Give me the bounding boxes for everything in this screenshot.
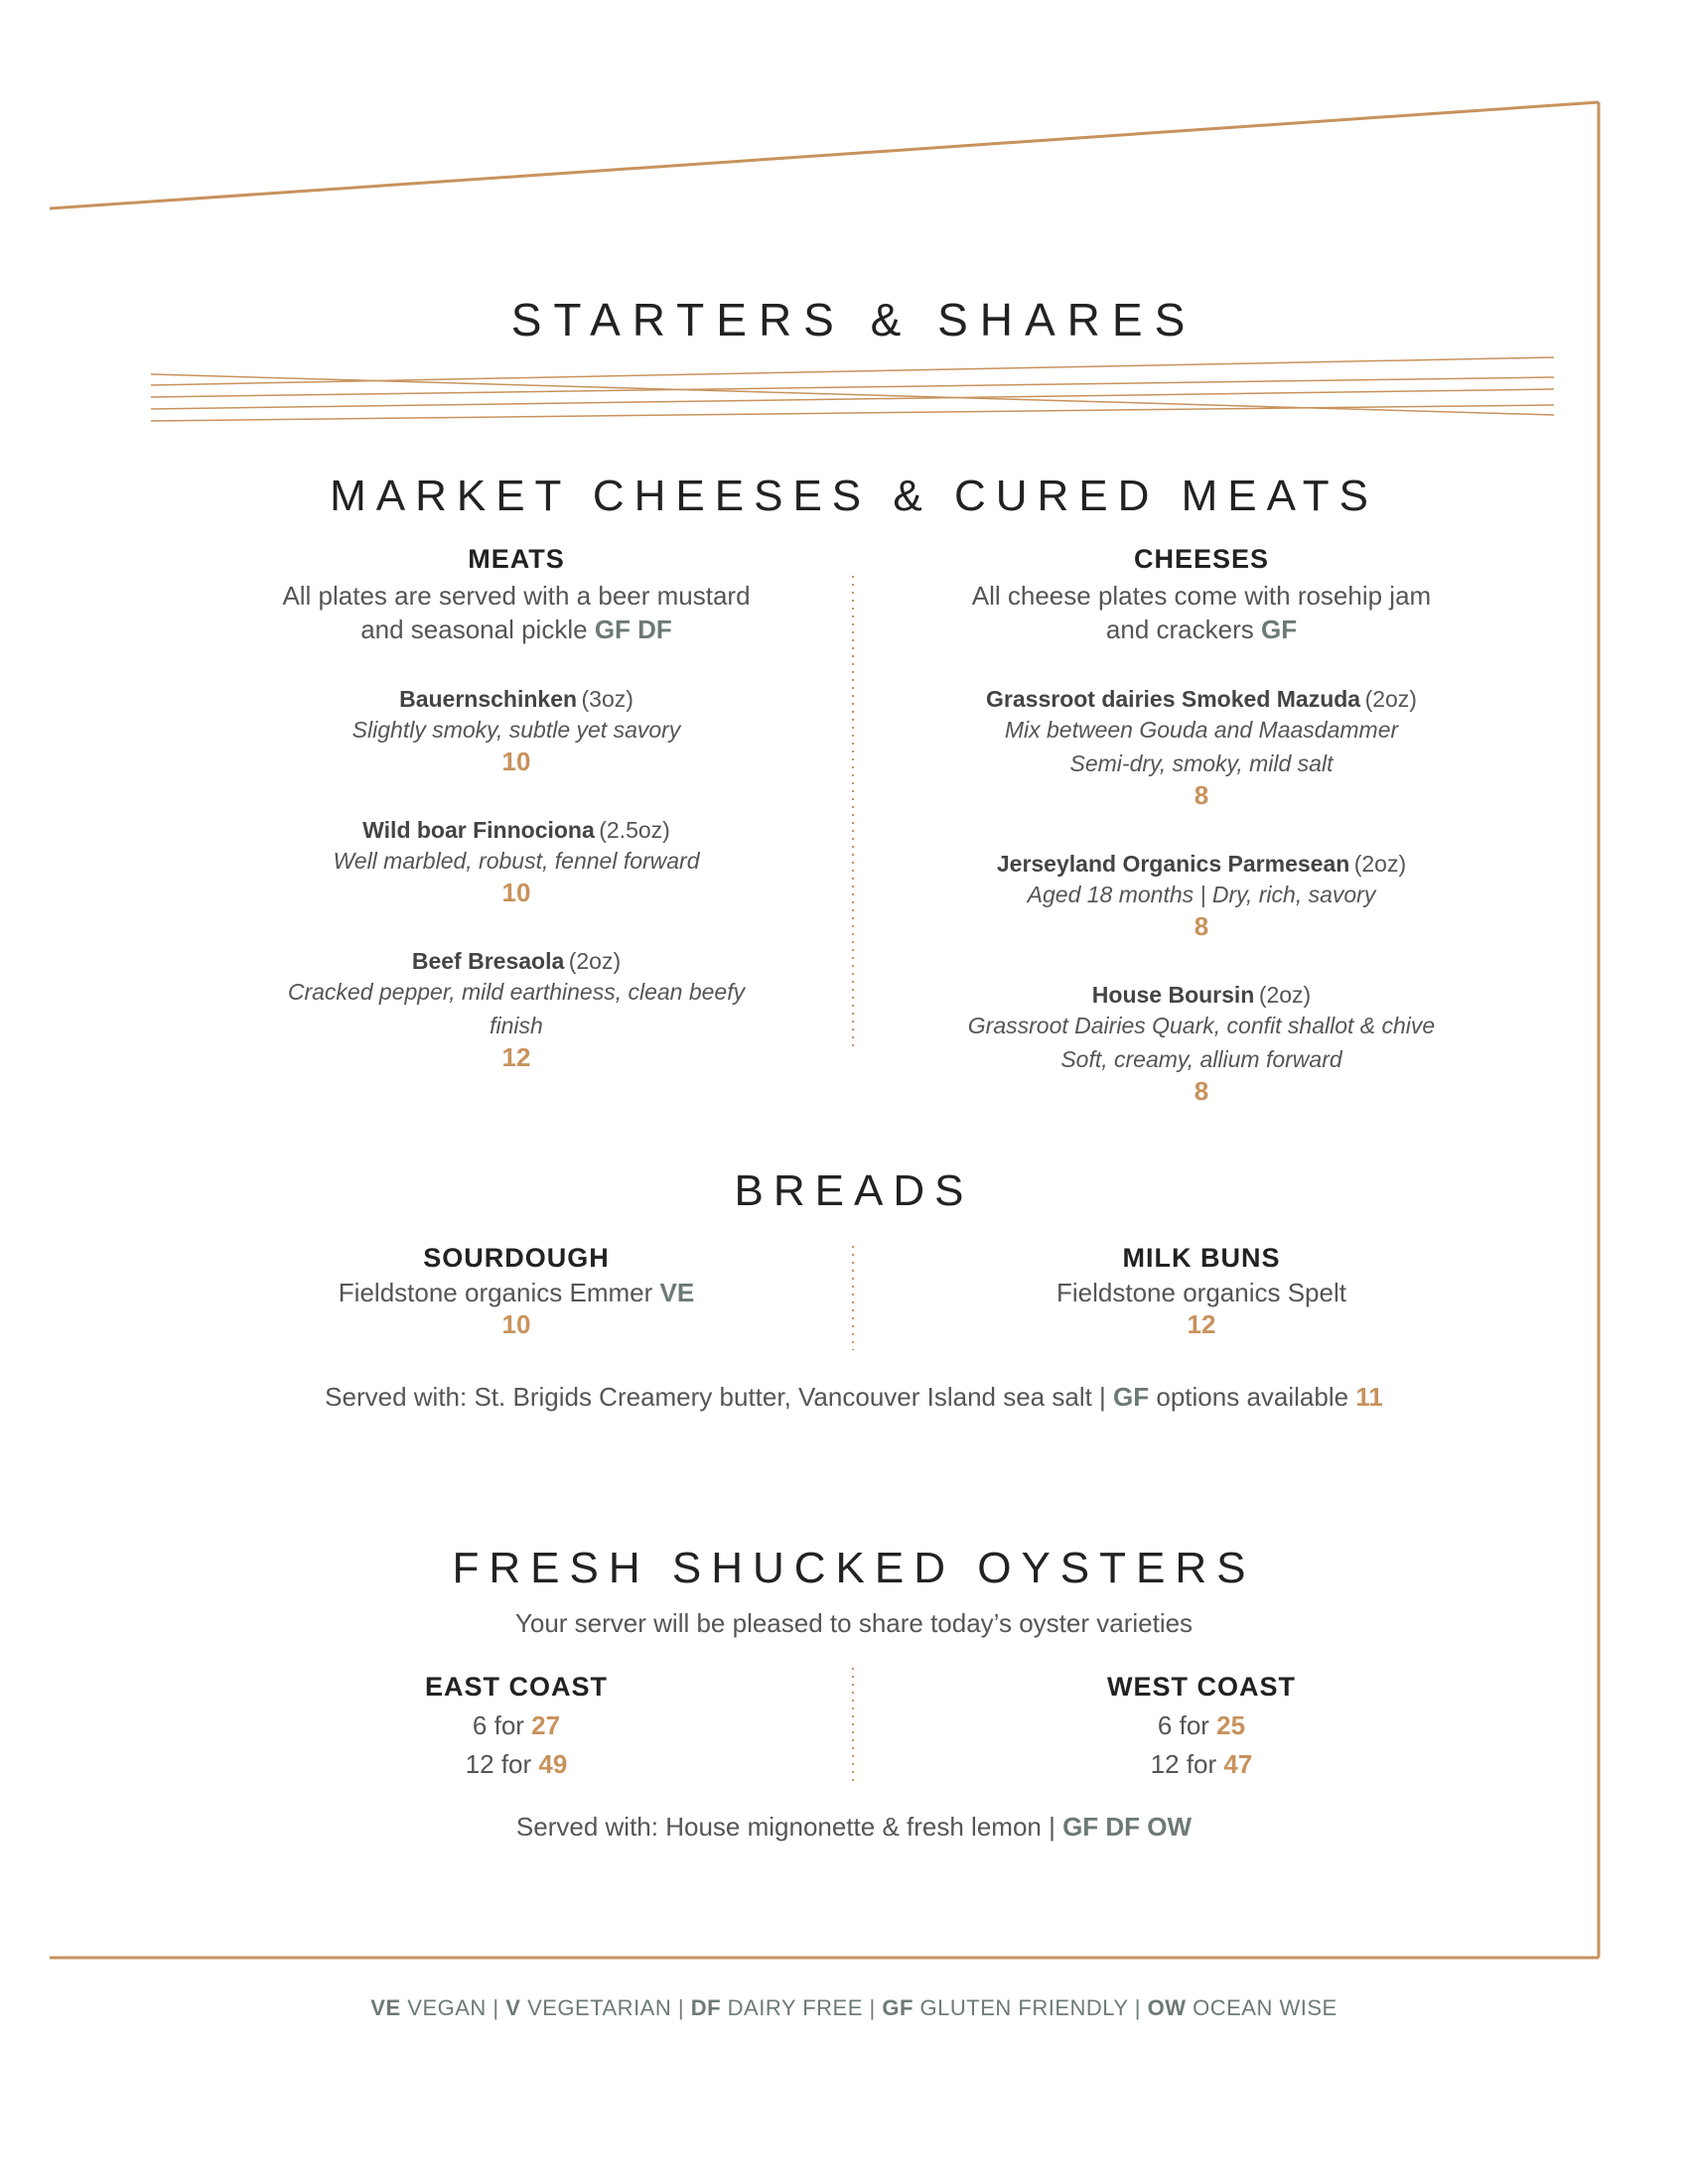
price: 8 — [1194, 780, 1209, 810]
breads-served-with: Served with: St. Brigids Creamery butter, Vancouver Island sea salt | GF options available 11 — [325, 1382, 1383, 1412]
cheese-item: House Boursin (2oz) Grassroot Dairies Quark, confit shallot & chive Soft, creamy, allium forward 8 — [923, 982, 1479, 1107]
oysters-title: FRESH SHUCKED OYSTERS — [452, 1544, 1256, 1592]
east-coast-heading: EAST COAST — [424, 1672, 608, 1702]
cheeses-heading: CHEESES — [1133, 544, 1270, 574]
cheeses-intro-tags: GF — [1260, 614, 1298, 644]
milk-buns-column: MILK BUNS Fieldstone organics Spelt 12 — [923, 1243, 1479, 1340]
west-coast-heading: WEST COAST — [1107, 1672, 1296, 1702]
meat-item: Bauernschinken (3oz) Slightly smoky, subtle yet savory 10 — [248, 686, 784, 777]
price: 8 — [1194, 1076, 1209, 1106]
oysters-subtitle: Your server will be pleased to share today’s oyster varieties — [514, 1608, 1194, 1638]
west-coast-column: WEST COAST 6 for 25 12 for 47 — [923, 1672, 1479, 1784]
breads-title: BREADS — [734, 1166, 974, 1215]
price: 8 — [1194, 911, 1209, 941]
price: 12 — [501, 1042, 531, 1072]
price: 12 — [1187, 1309, 1216, 1339]
sourdough-column: SOURDOUGH Fieldstone organics Emmer VE 10 — [248, 1243, 784, 1340]
price: 10 — [501, 1309, 531, 1339]
meat-item: Wild boar Finnociona (2.5oz) Well marbled, robust, fennel forward 10 — [248, 817, 784, 908]
price: 10 — [501, 747, 531, 776]
milk-buns-heading: MILK BUNS — [1122, 1243, 1281, 1273]
meats-heading: MEATS — [468, 544, 565, 574]
cheese-item: Jerseyland Organics Parmesean (2oz) Aged 18 months | Dry, rich, savory 8 — [923, 851, 1479, 942]
cheeses-column — [923, 544, 1479, 1107]
meats-intro: All plates are served with a beer mustard and seasonal pickle GF DF — [282, 581, 751, 644]
meats-column — [248, 544, 784, 1073]
page-title: STARTERS & SHARES — [510, 294, 1197, 345]
price: 10 — [501, 878, 531, 907]
dietary-legend: VE VEGAN | V VEGETARIAN | DF DAIRY FREE | GF GLUTEN FRIENDLY | OW OCEAN WISE — [370, 1995, 1337, 2020]
cheeses-intro: All cheese plates come with rosehip jam and crackers GF — [971, 581, 1432, 644]
meat-item: Beef Bresaola (2oz) Cracked pepper, mild earthiness, clean beefy finish 12 — [248, 948, 784, 1073]
charcuterie-title: MARKET CHEESES & CURED MEATS — [330, 472, 1378, 520]
oysters-served-with: Served with: House mignonette & fresh lemon | GF DF OW — [515, 1812, 1193, 1842]
east-coast-column: EAST COAST 6 for 27 12 for 49 — [248, 1672, 784, 1784]
sourdough-heading: SOURDOUGH — [423, 1243, 610, 1273]
cheese-item: Grassroot dairies Smoked Mazuda (2oz) Mix between Gouda and Maasdammer Semi-dry, smoky, mild salt 8 — [923, 686, 1479, 811]
meats-intro-tags: GF DF — [594, 614, 672, 644]
